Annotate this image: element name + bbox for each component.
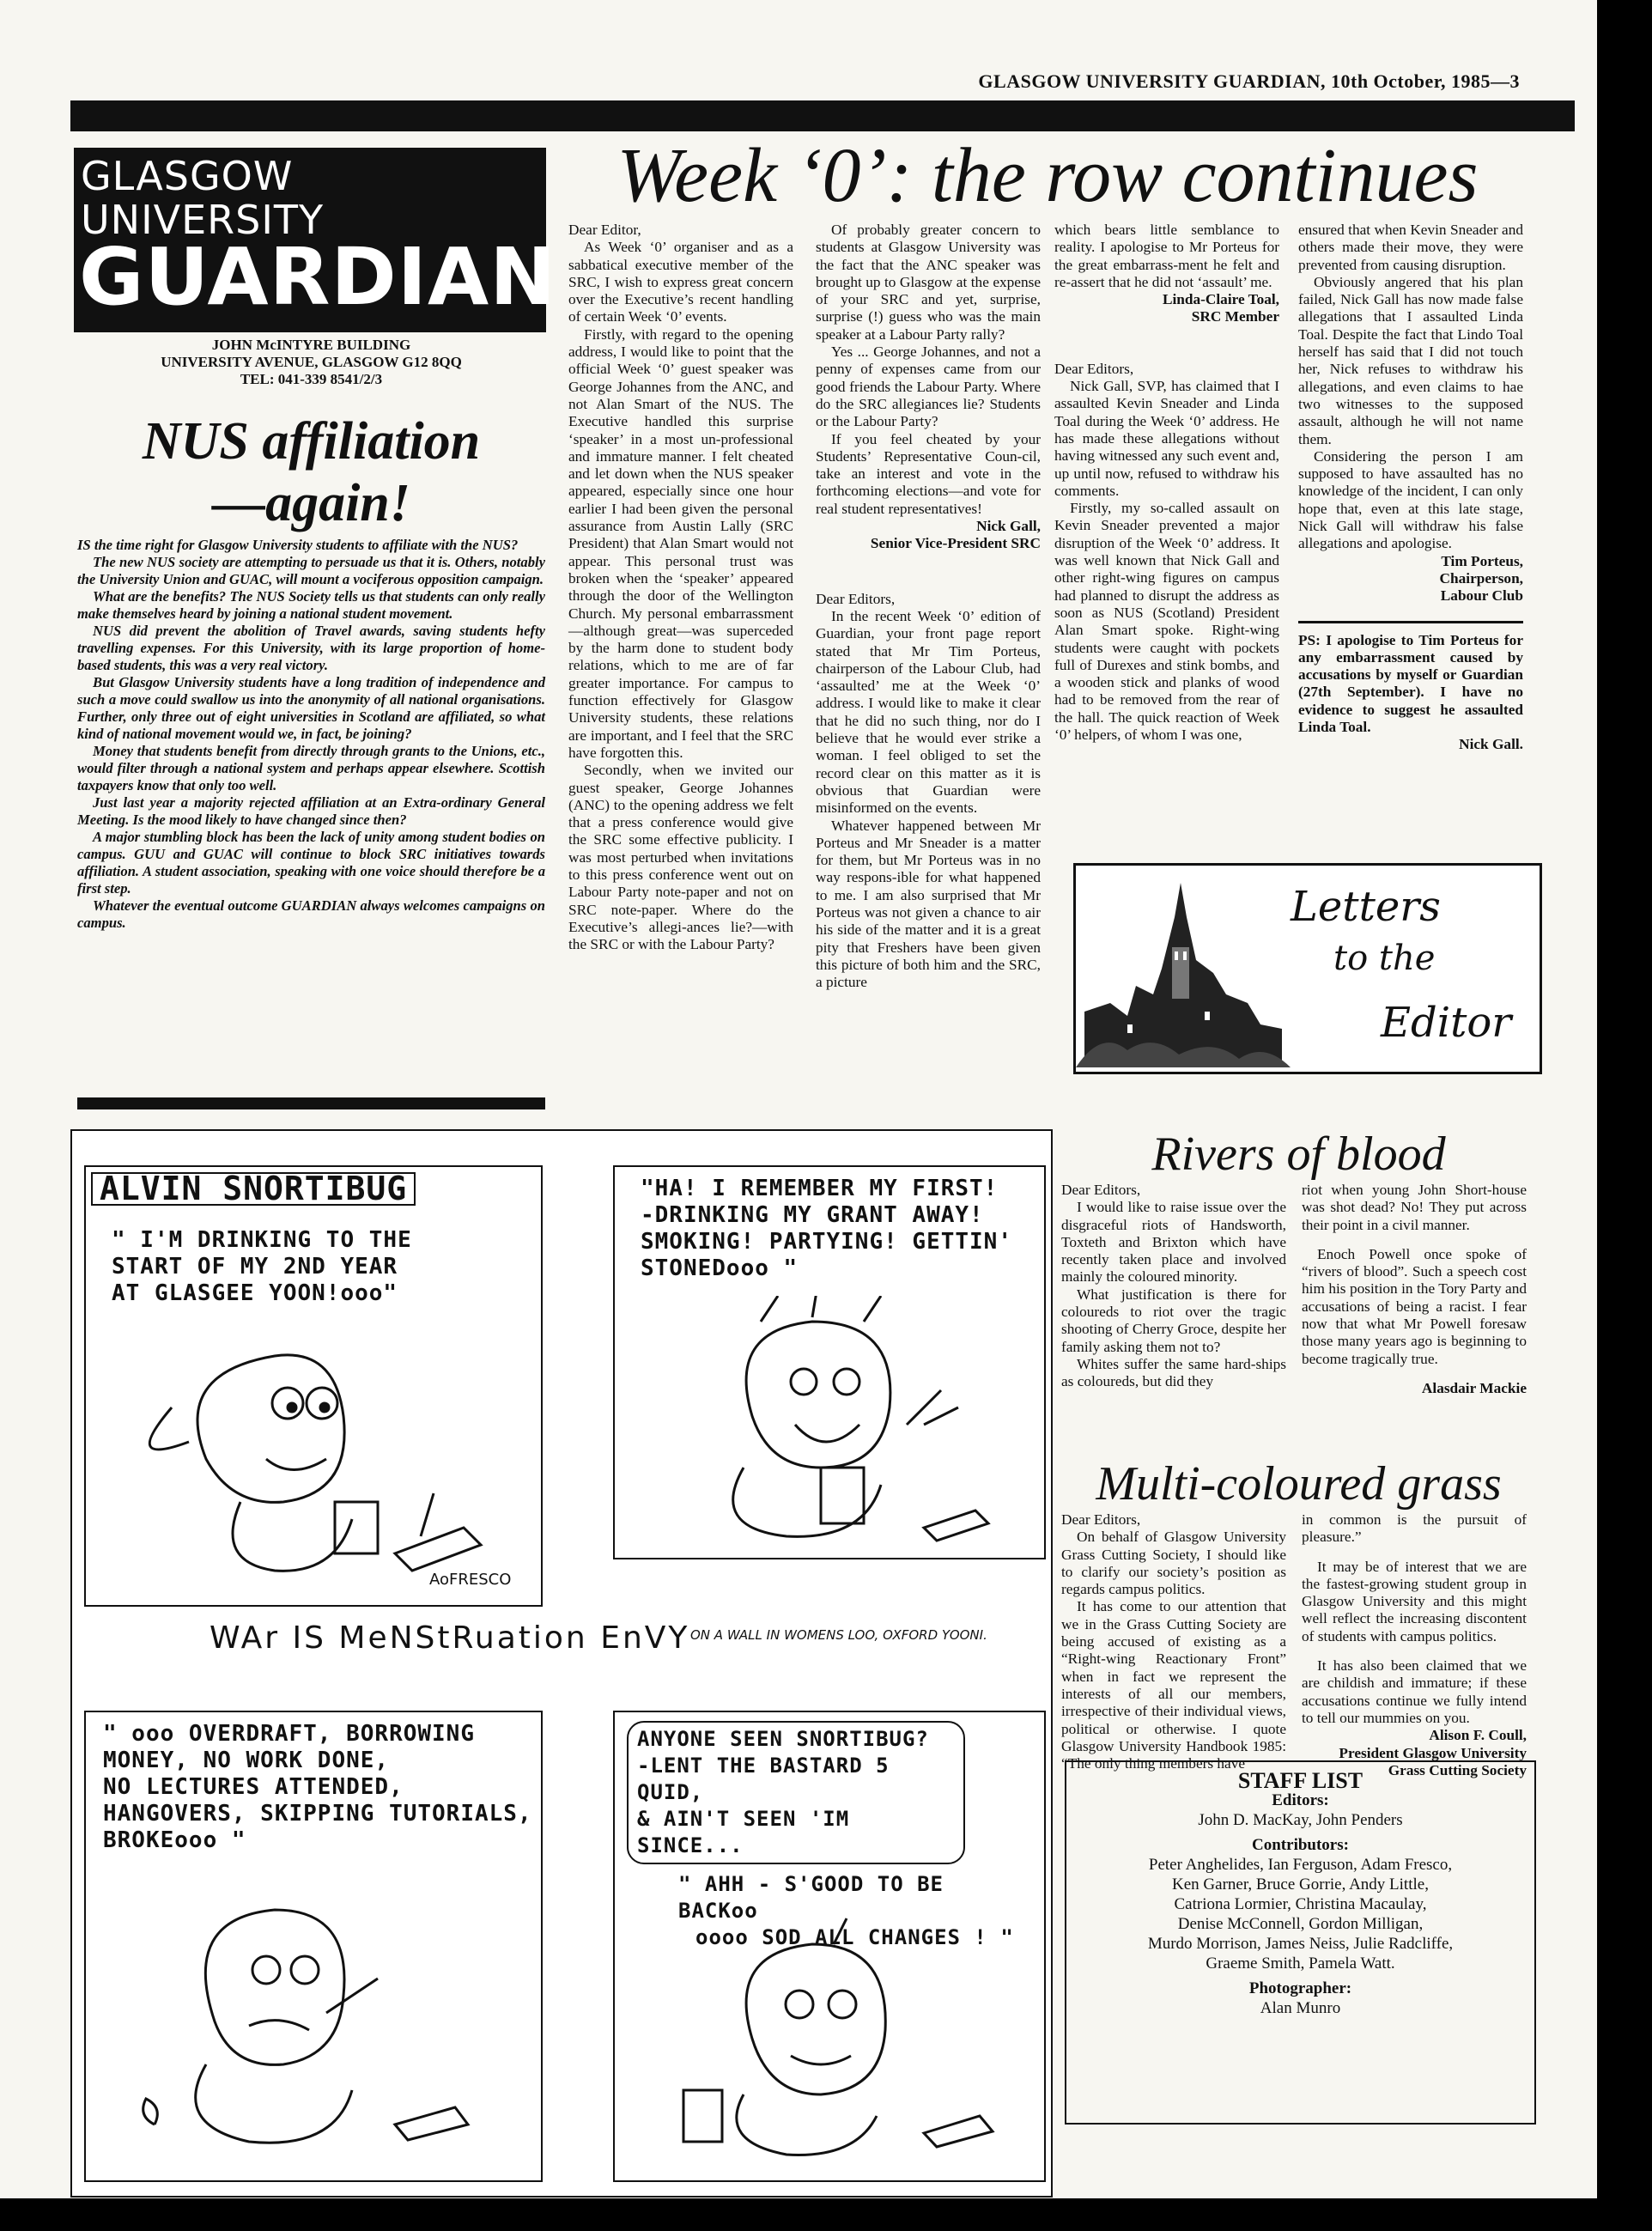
caption-line: " ooo OVERDRAFT, BORROWING	[103, 1721, 475, 1747]
week0-col1	[568, 222, 793, 953]
staff-list-title: STAFF LIST	[1237, 1768, 1364, 1793]
cartoon-panel-4	[613, 1711, 1046, 2182]
cartoonist-signature: AoFRESCO	[429, 1571, 512, 1589]
cartoon-panel-2	[613, 1165, 1046, 1559]
letter-para: Considering the person I am supposed to have assaulted has no knowledge of the incident, I can only hope that, even at this late stage, Nick Gall will withdraw his false allegations and apologise.	[1298, 447, 1523, 552]
cartoon-title: ALVIN SNORTIBUG	[91, 1172, 416, 1206]
top-rule	[70, 100, 1575, 131]
caption-line: -LENT THE BASTARD 5 QUID,	[637, 1754, 890, 1804]
snortibug-laughing-drawing	[649, 1296, 1010, 1545]
letter-signature: Nick Gall,	[976, 518, 1041, 535]
letter-para: in common is the pursuit of pleasure.”	[1302, 1511, 1527, 1546]
caption-line: START OF MY 2ND YEAR	[112, 1254, 398, 1280]
letter-para: In the recent Week ‘0’ edition of Guardian, your front page report stated that Mr Tim Porteus, chairperson of the Labour Club, had ‘assaulted’ me at the Week ‘0’ address. I would like to make it clear that he did no such thing, nor do I believe that he would ever strike a woman. I feel obliged to set the record clear on this matter as it is obvious that Guardian were misinformed on the events.	[816, 607, 1041, 817]
address-line1: JOHN McINTYRE BUILDING	[211, 337, 411, 353]
letter-para: which bears little semblance to reality. I apologise to Mr Porteus for the great embarrass-ment he felt and re-assert that he did not ‘assault’ me.	[1054, 222, 1279, 290]
speech-bubble	[627, 1721, 965, 1864]
contributors-line: Denise McConnell, Gordon Milligan,	[1177, 1915, 1424, 1933]
snortibug-broke-drawing	[120, 1867, 515, 2167]
caption-line: MONEY, NO WORK DONE,	[103, 1748, 390, 1773]
letter-para: Secondly, when we invited our guest speaker, George Johannes (ANC) to the opening address we felt that a press conference would give the SRC some effective publicity. I was most perturbed when invitations to this press conference went out on Labour Party note-paper and not on SRC note-paper. Where do the Executive’s allegi-ances lie?—with the SRC or with the Labour Party?	[568, 762, 793, 953]
rivers-col1	[1061, 1182, 1286, 1391]
letter-signature: SRC Member	[1191, 308, 1279, 325]
letter-para: It has also been claimed that we are childish and immature; if these accusations continue we fully intend to tell our mummies on you.	[1302, 1657, 1527, 1726]
letters-logo-line3: Editor	[1381, 999, 1512, 1047]
letter-para: ensured that when Kevin Sneader and others made their move, they were prevented from causing disruption.	[1298, 222, 1523, 273]
letter-para: Nick Gall, SVP, has claimed that I assaulted Kevin Sneader and Linda Toal during the Week ‘0’ address. He has made these allegations without having witnessed any such event and, up until now, refused to withdraw his comments.	[1054, 378, 1279, 499]
nus-para: But Glasgow University students have a long tradition of independence and such a move could swallow us into the anonymity of all national organisations. Further, only three out of eight universities in Scotland are affiliated, so what kind of national movement would we, in fact, be joining?	[77, 674, 545, 742]
snortibug-drinking-drawing	[137, 1322, 498, 1579]
letter-signature: Alasdair Mackie	[1421, 1379, 1527, 1396]
letter-signature: Labour Club	[1440, 587, 1523, 605]
masthead-line2: UNIVERSITY	[81, 197, 325, 243]
week0-col3	[1054, 222, 1279, 744]
rivers-headline: Rivers of blood	[1151, 1128, 1446, 1181]
ps-block	[1298, 621, 1523, 754]
letter-para: On behalf of Glasgow University Grass Cutting Society, I should like to clarify our society’s position as regards campus politics.	[1061, 1529, 1286, 1598]
caption-line: BROKEooo "	[103, 1827, 246, 1853]
rivers-col2	[1302, 1182, 1527, 1397]
caption-line: AT GLASGEE YOON!ooo"	[112, 1280, 398, 1306]
ps-text: PS: I apologise to Tim Porteus for any embarrassment caused by accusations by myself or Guardian (27th September). I have no evidence to suggest he assaulted Linda Toal.	[1298, 631, 1523, 736]
caption-line: ANYONE SEEN SNORTIBUG?	[637, 1727, 929, 1751]
cartoon-3-caption	[103, 1721, 532, 1854]
letter-signature: Chairperson,	[1439, 569, 1523, 587]
letter-signature: President Glasgow University	[1339, 1744, 1527, 1761]
editors-label: Editors:	[1272, 1791, 1329, 1809]
grass-col1	[1061, 1511, 1286, 1772]
contributors-line: Murdo Morrison, James Neiss, Julie Radcliffe,	[1147, 1935, 1454, 1953]
week0-headline: Week ‘0’: the row continues	[616, 133, 1479, 218]
contributors-line: Peter Anghelides, Ian Ferguson, Adam Fresco,	[1148, 1856, 1453, 1874]
letter-para: riot when young John Short-house was shot dead? No! They put across their point in a civil manner.	[1302, 1182, 1527, 1233]
letter-signature: Tim Porteus,	[1441, 552, 1523, 569]
nus-bottom-rule	[77, 1097, 545, 1109]
letter-para: It may be of interest that we are the fastest-growing student group in Glasgow University and this might well reflect the increasing discontent of students with campus politics.	[1302, 1558, 1527, 1644]
nus-para: A major stumbling block has been the lack of unity among student bodies on campus. GUU and GUAC will continue to block SRC initiatives towards affiliation. A student association, speaking with one voice should therefore be a first step.	[77, 829, 545, 897]
cartoon-panel-1	[84, 1165, 543, 1607]
letter-salutation: Dear Editors,	[1054, 360, 1134, 377]
nus-para: NUS did prevent the abolition of Travel awards, saving students hefty travelling expenses. For this University, with its large proportion of home-based students, this was a very real victory.	[77, 623, 545, 673]
page-header: GLASGOW UNIVERSITY GUARDIAN, 10th October, 1985—3	[978, 70, 1520, 92]
letter-para: Enoch Powell once spoke of “rivers of blood”. Such a speech cost him his position in the Tory Party and accusations of being a racist. I fear now that what Mr Powell foresaw those many years ago is beginning to become tragically true.	[1302, 1245, 1527, 1367]
caption-line: -DRINKING MY GRANT AWAY!	[641, 1202, 984, 1228]
letters-logo-line1: Letters	[1291, 883, 1441, 931]
nus-headline-line2: —again!	[212, 474, 410, 532]
letter-para: Obviously angered that his plan failed, Nick Gall has now made false allegations that I assaulted Linda Toal. Despite the fact that Lindo Toal herself has said that I did not touch her, Nick refuses to withdraw his allegations, and even claims to hae two witnesses to the supposed assault, although he will not name them.	[1298, 273, 1523, 447]
cartoon-strip-frame	[70, 1129, 1053, 2198]
masthead-logo	[74, 148, 557, 332]
week0-col4	[1298, 222, 1523, 754]
graffiti-note: ON A WALL IN WOMENS LOO, OXFORD YOONI.	[690, 1627, 987, 1643]
nus-para: Money that students benefit from directly through grants to the Unions, etc., would filter through a national system and perhaps appear elsewhere. Scottish taxpayers know that only too well.	[77, 743, 545, 793]
letter-para: Firstly, my so-called assault on Kevin Sneader prevented a major disruption of the Week ‘0’ address. It was well known that Nick Gall and other right-wing figures on campus had planned to disrupt the address as soon as NUS (Scotland) President Alan Smart spoke. Right-wing students were caught with pockets full of Durexes and stink bombs, and a wooden stick and planks of wood had to be removed from the rear of the hall. The quick reaction of Week ‘0’ helpers, of whom I was one,	[1054, 500, 1279, 744]
staff-list-box	[1065, 1760, 1536, 2125]
scan-edge-bottom	[0, 2198, 1652, 2231]
cartoon-2-caption	[641, 1176, 1036, 1282]
caption-line: "HA! I REMEMBER MY FIRST!	[641, 1176, 999, 1201]
nus-para: IS the time right for Glasgow University students to affiliate with the NUS?	[77, 537, 519, 553]
grass-headline: Multi-coloured grass	[1096, 1457, 1502, 1511]
nus-para: Whatever the eventual outcome GUARDIAN always welcomes campaigns on campus.	[77, 897, 545, 931]
caption-line: & AIN'T SEEN 'IM SINCE...	[637, 1807, 850, 1857]
letters-to-editor-logo	[1073, 863, 1542, 1074]
letter-para: Whatever happened between Mr Porteus and Mr Sneader is a matter for them, but Mr Porteus was in no way respons-ible for what happened to me. I am also surprised that Mr Porteus was not given a chance to air his side of the matter and it is a great pity that Freshers have been given this picture of both him and the SRC, a picture	[816, 817, 1041, 991]
nus-para: The new NUS society are attempting to persuade us that it is. Others, notably the University Union and GUAC, will mount a vociferous opposition campaign.	[77, 554, 545, 587]
caption-line: STONEDooo "	[641, 1255, 799, 1281]
nus-headline	[77, 410, 545, 534]
cartoon-1-caption	[112, 1227, 524, 1307]
caption-line: HANGOVERS, SKIPPING TUTORIALS,	[103, 1801, 532, 1827]
week0-col2	[816, 222, 1041, 991]
masthead-line3: GUARDIAN	[79, 231, 557, 323]
letter-para: What justification is there for coloureds to riot over the tragic shooting of Cherry Groce, despite her family asking them not to?	[1061, 1286, 1286, 1355]
nus-para: Just last year a majority rejected affiliation at an Extra-ordinary General Meeting. Is the mood likely to have changed since then?	[77, 794, 545, 828]
letter-para: Firstly, with regard to the opening address, I would like to point that the official Week ‘0’ guest speaker was George Johannes from the ANC, and not Alan Smart of the NUS. The Executive handled this surprise ‘speaker’ in a most un-professional and immature manner. I felt cheated and let down when the NUS speaker appeared, especially since one hour earlier I had been given the personal assurance from Austin Lally (SRC President) that Alan Smart would not appear. This personal trust was broken when the ‘speaker’ appeared through the door of the Wellington Church. My personal embarrassment—although great—was superceded by the harm done to student body relations, which to me are of far greater importance. For campus to function effectively for Glasgow University students, these relations are important, and I feel that the SRC have forgotten this.	[568, 325, 793, 761]
editors-names: John D. MacKay, John Penders	[1198, 1811, 1403, 1829]
letter-salutation: Dear Editors,	[1061, 1182, 1141, 1198]
letter-signature: Alison F. Coull,	[1429, 1727, 1527, 1744]
letter-para: I would like to raise issue over the disgraceful riots of Handsworth, Toxteth and Brixton which have recently taken place and involved mainly the coloured minority.	[1061, 1199, 1286, 1286]
nus-para: What are the benefits? The NUS Society tells us that students can only really make themselves heard by joining a national student movement.	[77, 588, 545, 622]
caption-line: " I'M DRINKING TO THE	[112, 1227, 412, 1253]
contributors-label: Contributors:	[1252, 1836, 1349, 1854]
letter-para: If you feel cheated by your Students’ Representative Coun-cil, take an interest and vote in the forthcoming elections—and vote for real student representatives!	[816, 430, 1041, 517]
letter-para: It has come to our attention that we in the Grass Cutting Society are being accused of existing as a “Right-wing Reactionary Front” when in fact we represent the interests of all our members, irrespective of their individual views, political or otherwise. I quote Glasgow University Handbook 1985: “The only thing members have	[1061, 1598, 1286, 1772]
contributors-line: Catriona Lormier, Christina Macaulay,	[1174, 1895, 1427, 1913]
nus-headline-line1: NUS affiliation	[142, 412, 481, 471]
masthead-line1: GLASGOW	[81, 153, 294, 199]
letter-salutation: Dear Editor,	[568, 222, 641, 238]
ps-signature: Nick Gall.	[1459, 736, 1523, 753]
letter-signature: Linda-Claire Toal,	[1162, 291, 1279, 308]
caption-line: " AHH - S'GOOD TO BE BACKoo	[678, 1872, 944, 1923]
letter-para: Of probably greater concern to students at Glasgow University was the fact that the ANC speaker was brought up to Glasgow at the expense of your SRC and yet, surprise, surprise (!) guess who was the main speaker at a Labour Party rally?	[816, 222, 1041, 343]
scan-edge-right	[1597, 0, 1652, 2231]
address-tel: TEL: 041-339 8541/2/3	[240, 371, 383, 387]
graffiti-text: WAr IS MeNStRuation EnVY	[210, 1620, 690, 1656]
photographer-name: Alan Munro	[1260, 1999, 1341, 2017]
letter-para: Whites suffer the same hard-ships as coloureds, but did they	[1061, 1355, 1286, 1390]
masthead-address	[77, 337, 545, 388]
letter-para: Yes ... George Johannes, and not a penny of expenses came from our good friends the Labour Party. Where do the SRC allegiances lie? Students or the Labour Party?	[816, 343, 1041, 430]
caption-line: NO LECTURES ATTENDED,	[103, 1774, 404, 1800]
letter-salutation: Dear Editors,	[1061, 1511, 1141, 1528]
caption-line: oooo SOD ALL CHANGES ! "	[695, 1925, 1014, 1949]
letters-logo-line2: to the	[1333, 939, 1436, 978]
address-line2: UNIVERSITY AVENUE, GLASGOW G12 8QQ	[161, 354, 462, 370]
letter-signature: Senior Vice-President SRC	[870, 535, 1041, 552]
contributors-line: Graeme Smith, Pamela Watt.	[1206, 1954, 1395, 1973]
contributors-line: Ken Garner, Bruce Gorrie, Andy Little,	[1172, 1875, 1429, 1894]
cartoon-panel-3	[84, 1711, 543, 2182]
letter-para: As Week ‘0’ organiser and as a sabbatical executive member of the SRC, I wish to express great concern over the Executive’s recent handling of certain Week ‘0’ events.	[568, 239, 793, 325]
grass-col2	[1302, 1511, 1527, 1779]
letter-signature: Grass Cutting Society	[1388, 1761, 1527, 1778]
caption-line: SMOKING! PARTYING! GETTIN'	[641, 1229, 1012, 1255]
letter-salutation: Dear Editors,	[816, 590, 896, 607]
nus-editorial-body	[77, 537, 545, 932]
photographer-label: Photographer:	[1248, 1979, 1352, 1997]
snortibug-back-drawing	[649, 1910, 1018, 2167]
